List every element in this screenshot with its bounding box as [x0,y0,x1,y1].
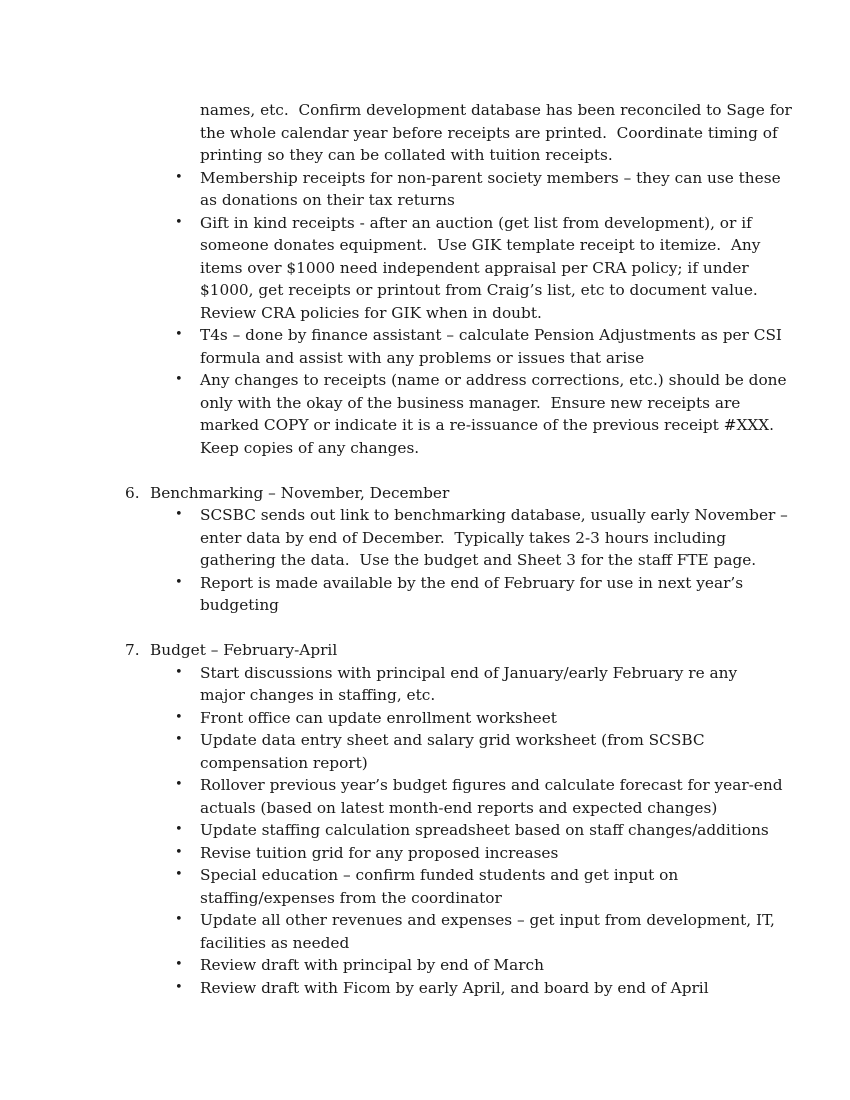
list-item-line: Revise tuition grid for any proposed increases [200,843,559,862]
list-item [0,324,850,369]
list-item-line: items over $1000 need independent appraisal per CRA policy; if under [200,258,749,277]
list-item [0,954,850,977]
list-item [0,909,850,954]
list-item-line: marked COPY or indicate it is a re-issuance of the previous receipt #XXX. [200,416,775,434]
bullet-icon: • [175,777,183,792]
intro-bullet-list [0,167,850,460]
section-title: Budget – February-April [150,641,338,659]
list-item [0,707,850,730]
list-item [0,774,850,819]
section-bullet-list [0,662,850,1000]
bullet-icon: • [175,327,183,342]
list-item [0,864,850,909]
list-item-line: staffing/expenses from the coordinator [200,888,502,907]
list-item-line: compensation report) [200,753,368,772]
section-budget [0,639,850,999]
intro-continuation [0,99,850,167]
list-item-line: only with the okay of the business manager. Ensure new receipts are [200,393,741,412]
list-item-line: Keep copies of any changes. [200,438,420,457]
list-item [0,662,850,707]
bullet-icon: • [175,169,183,185]
list-item-line: enter data by end of December. Typically takes 2-3 hours including [200,528,727,547]
list-item-line: major changes in staffing, etc. [200,686,436,704]
bullet-icon: • [175,574,183,590]
bullet-icon: • [175,732,183,747]
list-item [0,212,850,325]
list-item-line: Update all other revenues and expenses – get input from development, IT, [200,911,775,929]
paragraph-line: names, etc. Confirm development database has been reconciled to Sage for [200,101,792,119]
list-item-line: SCSBC sends out link to benchmarking database, usually early November – [200,506,788,524]
bullet-icon: • [175,214,183,230]
list-item-line: actuals (based on latest month-end reports and expected changes) [200,798,718,817]
bullet-icon: • [175,867,183,882]
bullet-icon: • [175,507,183,522]
bullet-icon: • [175,979,183,995]
list-item-line: facilities as needed [200,933,350,952]
bullet-icon: • [175,957,183,972]
section-number: 6. [125,483,140,502]
bullet-icon: • [175,709,183,725]
section-bullet-list [0,504,850,617]
list-item-line: formula and assist with any problems or issues that arise [200,348,645,367]
document-body [0,99,850,999]
list-item [0,729,850,774]
section-heading [0,639,850,662]
list-item-line: Review draft with Ficom by early April, and board by end of April [200,978,709,997]
bullet-icon: • [175,664,183,680]
list-item [0,504,850,572]
list-item-line: Gift in kind receipts - after an auction (get list from development), or if [200,213,752,232]
list-item-line: $1000, get receipts or printout from Craig’s list, etc to document value. [200,281,758,299]
list-item-line: Front office can update enrollment worksheet [200,708,557,727]
list-item [0,819,850,842]
list-item [0,167,850,212]
section-heading [0,482,850,505]
list-item [0,369,850,459]
list-item-line: Review CRA policies for GIK when in doubt. [200,303,542,322]
list-item [0,572,850,617]
list-item-line: Start discussions with principal end of January/early February re any [200,663,738,682]
section-title: Benchmarking – November, December [150,483,450,502]
bullet-icon: • [175,372,183,387]
list-item-line: Rollover previous year’s budget figures and calculate forecast for year-end [200,776,783,794]
list-item [0,842,850,865]
spacer [0,617,850,640]
list-item-line: Any changes to receipts (name or address corrections, etc.) should be done [200,371,787,389]
spacer [0,459,850,482]
list-item-line: T4s – done by finance assistant – calculate Pension Adjustments as per CSI [200,326,782,344]
bullet-icon: • [175,912,183,927]
bullet-icon: • [175,822,183,837]
paragraph-line: the whole calendar year before receipts are printed. Coordinate timing of [200,123,778,142]
section-number: 7. [125,641,140,659]
list-item-line: gathering the data. Use the budget and Sheet 3 for the staff FTE page. [200,551,757,569]
list-item-line: Update data entry sheet and salary grid worksheet (from SCSBC [200,731,705,749]
list-item-line: Report is made available by the end of February for use in next year’s [200,573,744,592]
list-item-line: Membership receipts for non-parent society members – they can use these [200,168,781,187]
section-benchmarking [0,482,850,617]
paragraph-line: printing so they can be collated with tuition receipts. [200,146,613,164]
list-item [0,977,850,1000]
list-item-line: as donations on their tax returns [200,191,455,209]
list-item-line: Update staffing calculation spreadsheet based on staff changes/additions [200,821,769,839]
list-item-line: Special education – confirm funded students and get input on [200,866,679,884]
list-item-line: budgeting [200,596,279,614]
bullet-icon: • [175,844,183,860]
list-item-line: Review draft with principal by end of March [200,956,544,974]
list-item-line: someone donates equipment. Use GIK template receipt to itemize. Any [200,236,761,254]
